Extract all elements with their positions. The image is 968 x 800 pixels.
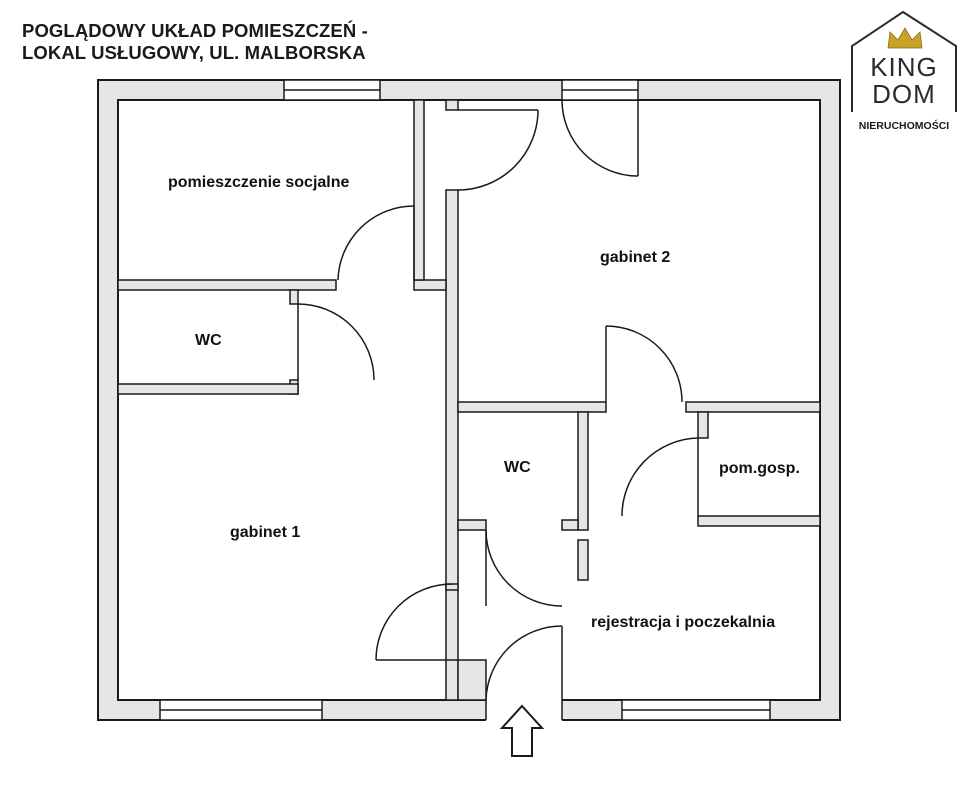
door-entrance [486,626,562,700]
room-label-reception: rejestracja i poczekalnia [591,614,776,631]
door-office2-window [562,100,638,176]
door-office2-lower [606,326,682,402]
plan-title-line-2: LOKAL USŁUGOWY, UL. MALBORSKA [22,42,366,63]
room-label-wc-left: WC [195,332,222,349]
crown-icon [888,28,922,48]
door-utility [622,438,698,516]
room-label-office2: gabinet 2 [600,249,671,266]
room-label-utility: pom.gosp. [719,460,800,477]
window-bottom-office1 [160,700,322,720]
plan-title-line-1: POGLĄDOWY UKŁAD POMIESZCZEŃ - [22,20,368,41]
logo-word-top: KING [870,52,938,82]
room-label-office1: gabinet 1 [230,524,301,541]
logo-tagline: NIERUCHOMOŚCI [858,120,950,132]
logo-word-bottom: DOM [872,79,936,109]
door-social-to-office2 [458,110,538,190]
window-bottom-reception [622,700,770,720]
room-label-wc-center: WC [504,459,531,476]
door-social-room [338,206,414,280]
window-top-social [284,80,380,100]
kingdom-logo [852,12,956,132]
door-wc-left [298,304,374,380]
door-wc-center [486,530,562,606]
window-top-office2 [562,80,638,100]
room-label-social: pomieszczenie socjalne [168,174,350,191]
